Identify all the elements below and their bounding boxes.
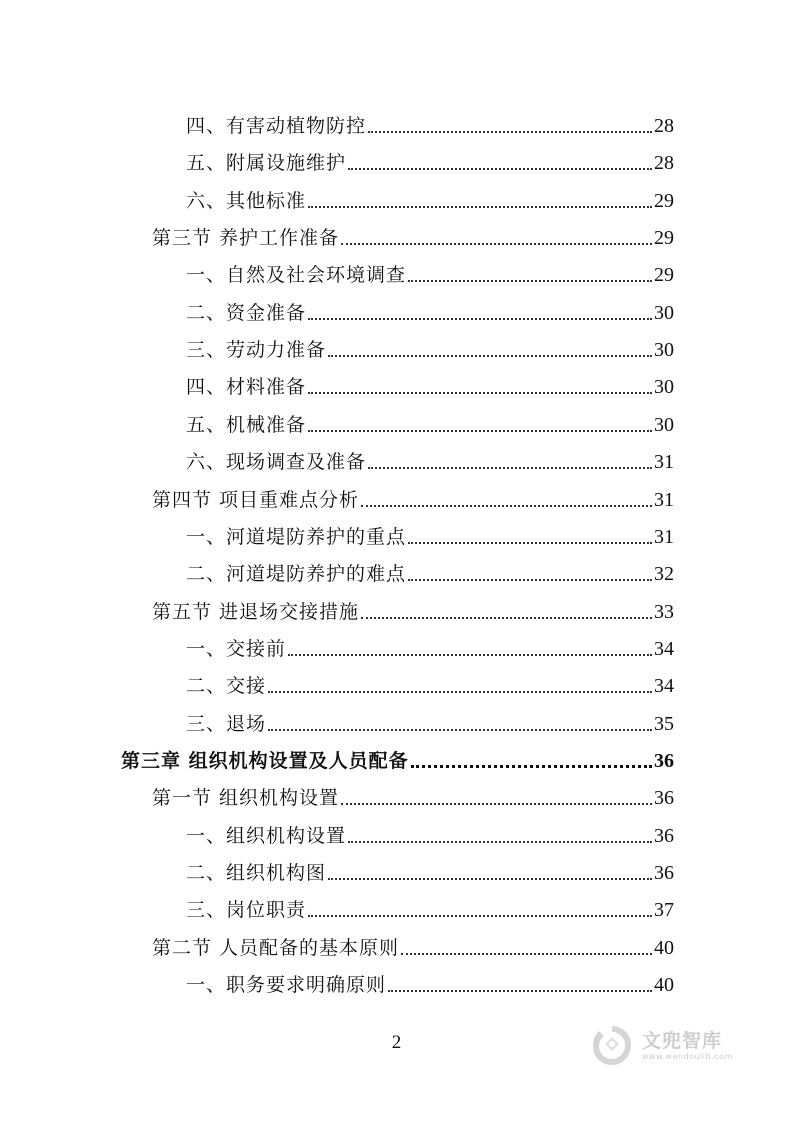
toc-entry-title: 六、现场调查及准备 [186,451,367,474]
toc-dot-leader [361,505,652,507]
toc-dot-leader [401,953,652,955]
toc-entry-page: 40 [654,974,674,997]
toc-entry-title: 五、机械准备 [186,413,307,436]
toc-entry-page: 33 [654,600,674,623]
toc-entry-page: 36 [654,824,674,847]
toc-entry-item[interactable] [186,361,674,398]
toc-entry-title: 二、资金准备 [186,301,307,324]
toc-entry-title: 一、自然及社会环境调查 [186,264,407,287]
toc-entry-section[interactable] [152,212,674,249]
toc-entry-chapter[interactable] [121,735,674,772]
toc-entry-item[interactable] [186,959,674,996]
toc-entry-item[interactable] [186,884,674,921]
toc-entry-page: 28 [654,115,674,137]
toc-dot-leader [348,841,652,843]
toc-entry-title: 一、交接前 [186,637,287,660]
toc-entry-title: 六、其他标准 [186,189,307,212]
toc-entry-title: 第三节 养护工作准备 [152,227,340,250]
watermark-brand: 文兜智库 [642,1030,723,1052]
toc-entry-page: 36 [654,749,674,772]
toc-dot-leader [388,990,652,992]
toc-entry-title: 一、河道堤防养护的重点 [186,525,407,548]
toc-entry-item[interactable] [186,249,674,286]
toc-entry-title: 第一节 组织机构设置 [152,787,340,810]
toc-entry-section[interactable] [152,772,674,809]
toc-entry-title: 二、组织机构图 [186,862,327,884]
toc-dot-leader [308,206,652,208]
toc-dot-leader [368,131,652,133]
toc-entry-title: 四、材料准备 [186,376,307,399]
watermark [588,1018,753,1074]
toc-dot-leader [341,803,652,805]
toc-entry-item[interactable] [186,548,674,585]
toc-dot-leader [308,915,652,917]
toc-dot-leader [408,579,652,581]
toc-entry-page: 36 [654,787,674,810]
toc-entry-item[interactable] [186,175,674,212]
toc-entry-title: 第五节 进退场交接措施 [152,600,360,623]
toc-entry-page: 31 [654,525,674,548]
toc-entry-item[interactable] [186,511,674,548]
toc-entry-title: 四、有害动植物防控 [186,115,367,137]
toc-dot-leader [268,729,652,731]
toc-entry-section[interactable] [152,474,674,511]
toc-dot-leader [411,765,652,768]
wendou-logo-icon [588,1022,636,1070]
toc-entry-item[interactable] [186,287,674,324]
toc-entry-title: 二、交接 [186,675,267,698]
toc-dot-leader [328,878,652,880]
toc-entry-page: 30 [654,301,674,324]
toc-entry-title: 一、职务要求明确原则 [186,974,387,997]
toc-entry-item[interactable] [186,810,674,847]
toc-entry-page: 36 [654,862,674,884]
toc-entry-page: 29 [654,227,674,250]
toc-entry-page: 37 [654,899,674,922]
toc-entry-page: 34 [654,637,674,660]
toc-dot-leader [308,318,652,320]
page-number: 2 [391,1032,402,1053]
toc-entry-page: 30 [654,376,674,399]
toc-dot-leader [368,467,652,469]
toc-entry-section[interactable] [152,586,674,623]
toc-dot-leader [328,355,652,357]
toc-entry-title: 一、组织机构设置 [186,824,347,847]
toc-dot-leader [408,280,652,282]
toc-dot-leader [408,542,652,544]
watermark-url: www.wendoulib.com [642,1052,733,1061]
toc-entry-title: 三、退场 [186,712,267,735]
toc-entry-page: 40 [654,936,674,959]
toc-entry-title: 三、岗位职责 [186,899,307,922]
toc-entry-page: 32 [654,563,674,586]
toc-entry-item[interactable] [186,100,674,137]
toc-dot-leader [268,691,652,693]
toc-entry-page: 29 [654,264,674,287]
toc-entry-title: 第二节 人员配备的基本原则 [152,936,400,959]
toc-dot-leader [348,168,652,170]
toc-entry-item[interactable] [186,623,674,660]
toc-dot-leader [308,430,652,432]
toc-entry-page: 35 [654,712,674,735]
toc-entry-page: 34 [654,675,674,698]
toc-entry-title: 第三章 组织机构设置及人员配备 [121,749,409,772]
toc-entry-item[interactable] [186,660,674,697]
toc-entry-page: 30 [654,339,674,362]
toc-entry-title: 三、劳动力准备 [186,339,327,362]
toc-entry-page: 30 [654,413,674,436]
toc-entry-page: 31 [654,488,674,511]
toc-dot-leader [288,654,652,656]
toc-dot-leader [308,392,652,394]
toc-entry-item[interactable] [186,324,674,361]
toc-entry-item[interactable] [186,137,674,174]
toc-entry-section[interactable] [152,922,674,959]
toc-entry-page: 31 [654,451,674,474]
toc-dot-leader [341,243,652,245]
toc-entry-title: 二、河道堤防养护的难点 [186,563,407,586]
toc-dot-leader [361,617,652,619]
toc-entry-page: 29 [654,189,674,212]
toc-entry-title: 五、附属设施维护 [186,152,347,175]
toc-entry-item[interactable] [186,436,674,473]
toc-entry-item[interactable] [186,698,674,735]
toc-entry-item[interactable] [186,847,674,884]
toc-entry-item[interactable] [186,399,674,436]
toc-entry-page: 28 [654,152,674,175]
toc-entry-title: 第四节 项目重难点分析 [152,488,360,511]
